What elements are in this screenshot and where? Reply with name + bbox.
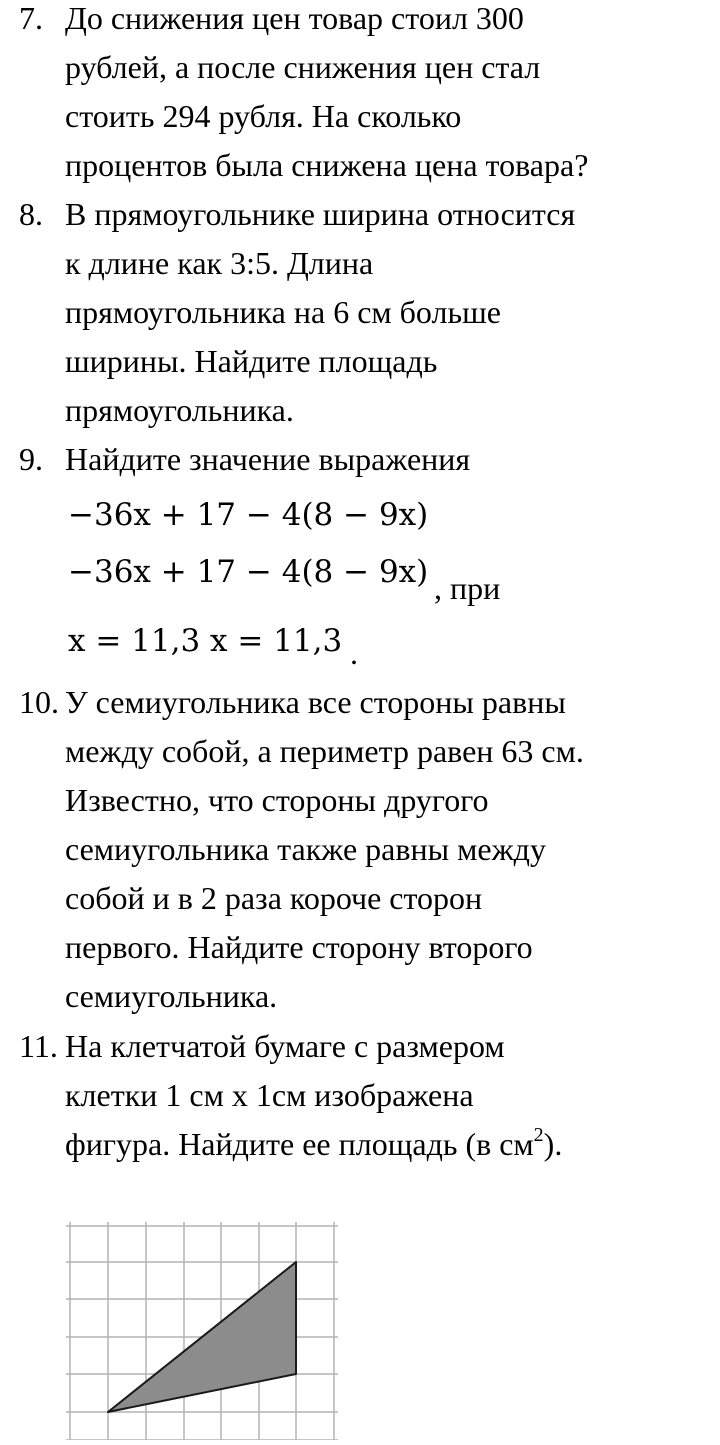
text-line: Известно, что стороны другого [65,782,489,818]
text-line: к длине как 3:5. Длина [65,245,374,281]
text-line: рублей, а после снижения цен стал [65,49,541,85]
superscript: 2 [533,1124,544,1146]
text-line: прямоугольника. [65,392,294,428]
grid-svg [66,1222,338,1440]
math-condition: x = 11,3 x = 11,3 [68,623,343,659]
problem-number: 11. [19,1028,58,1064]
text-line: До снижения цен товар стоил 300 [65,0,524,36]
text-line: клетки 1 см х 1см изображена [65,1077,474,1113]
problem-number: 8. [19,196,43,232]
grid-figure [66,1222,338,1445]
text-after-superscript: ). [543,1126,563,1162]
problem-text [65,678,715,1021]
problem-text [65,190,715,435]
expression-suffix: , при [434,570,501,606]
end-mark: . [350,635,358,671]
text-line: прямоугольника на 6 см больше [65,294,501,330]
text-before-superscript: фигура. Найдите ее площадь (в см [65,1126,534,1162]
problem-text [65,1022,715,1169]
text-line: процентов была снижена цена товара? [65,147,589,183]
problem-text [65,435,715,484]
text-line-with-superscript [65,1120,715,1169]
grid-lines [66,1222,338,1440]
text-line: Найдите значение выражения [65,441,471,477]
math-expression: −36x + 17 − 4(8 − 9x) [68,497,429,533]
text-line: стоить 294 рубля. На сколько [65,98,462,134]
text-line: У семиугольника все стороны равны [65,684,566,720]
text-line: собой и в 2 раза короче сторон [65,880,483,916]
text-line: В прямоугольнике ширина относится [65,196,576,232]
math-expression: −36x + 17 − 4(8 − 9x) [68,554,429,590]
problem-text [65,0,715,190]
text-line: ширины. Найдите площадь [65,343,438,379]
problem-number: 7. [19,0,43,36]
text-line: между собой, а периметр равен 63 см. [65,733,584,769]
text-line: На клетчатой бумаге с размером [65,1028,505,1064]
problem-number: 9. [19,441,43,477]
problem-number: 10. [19,684,59,720]
text-line: семиугольника также равны между [65,831,546,867]
text-line: семиугольника. [65,978,278,1014]
text-line: первого. Найдите сторону второго [65,929,533,965]
